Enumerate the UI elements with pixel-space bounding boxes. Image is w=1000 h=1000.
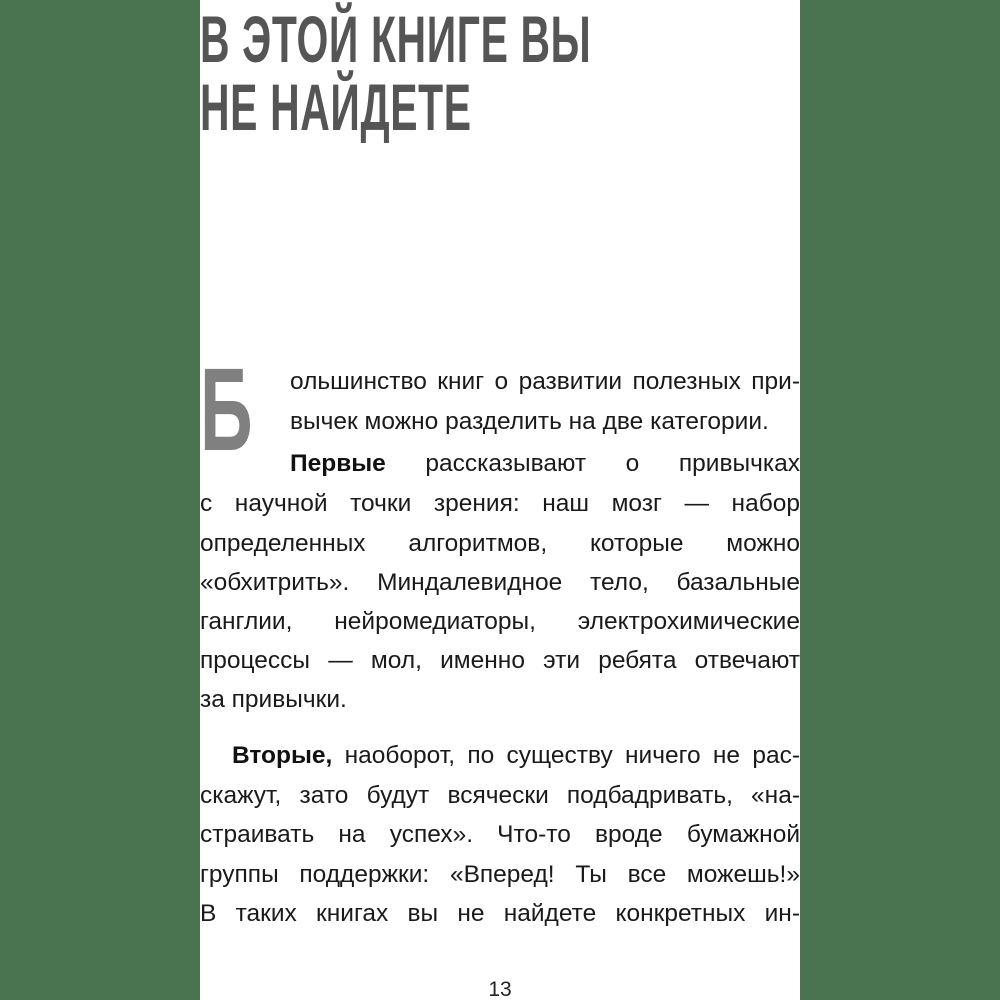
- paragraph-2-line-1: Первые рассказывают о привычках: [290, 450, 800, 477]
- page-number: 13: [488, 978, 512, 1000]
- paragraph-1-line-2: вычек можно разделить на две категории.: [290, 408, 769, 435]
- bold-lead-second: Вторые,: [232, 742, 333, 769]
- paragraph-2-line-3: определенных алгоритмов, которые можно: [200, 530, 800, 557]
- paragraph-3-line-3: страивать на успех». Что-то вроде бумажной: [200, 821, 800, 848]
- chapter-title-line-1: В ЭТОЙ КНИГЕ ВЫ: [200, 2, 592, 76]
- book-page: [200, 0, 800, 1000]
- bold-lead-first: Первые: [290, 450, 386, 477]
- paragraph-2-line-4: «обхитрить». Миндалевидное тело, базальные: [200, 569, 800, 596]
- paragraph-1-line-1: ольшинство книг о развитии полезных при-: [290, 368, 800, 395]
- drop-cap: Б: [200, 344, 253, 476]
- paragraph-2-line-7: за привычки.: [200, 686, 347, 713]
- paragraph-3-line-2: скажут, зато будут всячески подбадривать, «на-: [200, 782, 800, 809]
- paragraph-2-line-6: процессы — мол, именно эти ребята отвечают: [200, 647, 800, 674]
- chapter-title-line-2: НЕ НАЙДЕТЕ: [200, 70, 472, 144]
- paragraph-3-line-1: Вторые, наоборот, по существу ничего не рас-: [232, 742, 800, 769]
- paragraph-3-line-5: В таких книгах вы не найдете конкретных ин-: [200, 900, 800, 927]
- paragraph-3-line-4: группы поддержки: «Вперед! Ты все можешь!»: [200, 861, 800, 888]
- paragraph-2-line-2: с научной точки зрения: наш мозг — набор: [200, 490, 800, 517]
- paragraph-2-line-5: ганглии, нейромедиаторы, электрохимические: [200, 608, 800, 635]
